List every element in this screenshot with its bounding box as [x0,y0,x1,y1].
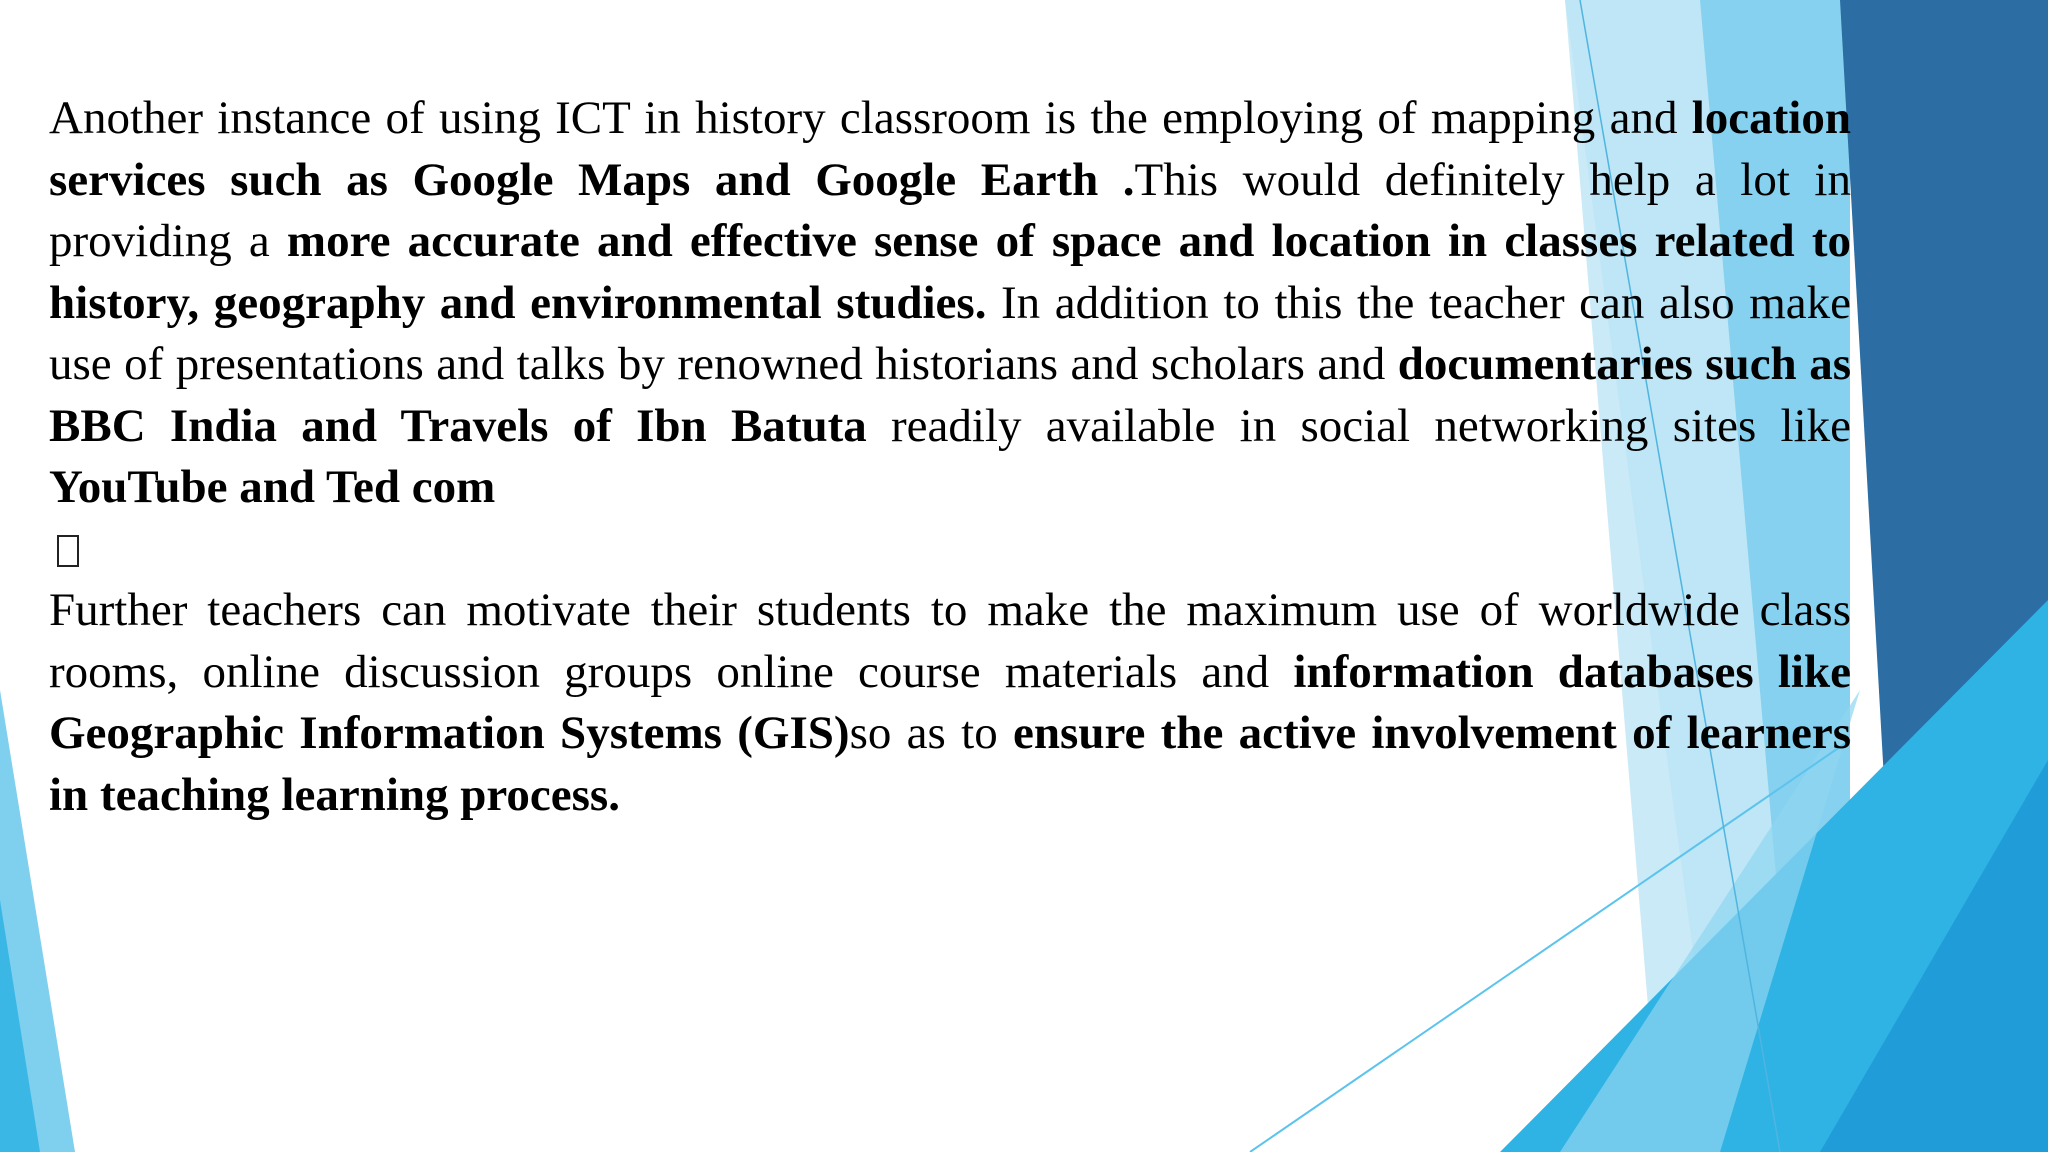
p1-bold-2: more accurate and effective sense of space and location in classes related to history, geography and environmental studies. [49,215,1851,329]
p1-bold-1: location services such as Google Maps and Google Earth . [49,92,1851,206]
missing-glyph-icon [57,535,79,567]
p1-text-2: This would definitely help a lot in providing a [49,153,1851,267]
slide-body [49,88,1851,826]
p1-bold-4: YouTube and Ted com [49,461,496,513]
p2-bold-1: information databases like Geographic Information Systems (GIS) [49,645,1851,759]
p1-text-4: readily available in social networking sites like [866,399,1851,452]
paragraph-ict-mapping [49,88,1851,519]
p2-bold-2: ensure the active involvement of learners in teaching learning process. [49,707,1852,821]
p1-text-1: Another instance of using ICT in history classroom is the employing of mapping and [49,92,1692,144]
p2-text-1: Further teachers can motivate their students to make the maximum use of worldwide class rooms, online discussion groups online course materials and [49,584,1851,698]
p1-text-3: In addition to this the teacher can also make use of presentations and talks by renowned historians and scholars and [49,276,1852,390]
paragraph-worldwide-classrooms [49,580,1851,826]
p2-text-2: so as to [849,707,1014,759]
p1-bold-3: documentaries such as BBC India and Travels of Ibn Batuta [49,338,1851,452]
missing-glyph-line [49,519,1851,581]
